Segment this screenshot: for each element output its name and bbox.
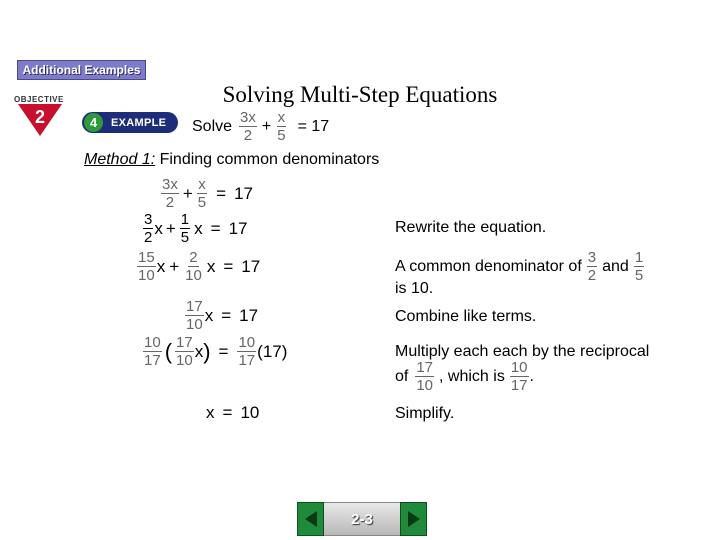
explanation-text: . [529, 367, 534, 385]
arrow-left-icon [304, 510, 318, 528]
explanation-text: A common denominator of [395, 257, 582, 275]
close-paren: ) [203, 338, 211, 364]
equation-step-5 [142, 335, 287, 368]
explanation-common-denominator [395, 250, 645, 283]
objective-label: OBJECTIVE [14, 95, 64, 104]
explanation-multiply: Multiply each each by the reciprocal [395, 343, 650, 360]
equation-step-4 [184, 299, 258, 332]
arrow-right-icon [407, 510, 421, 528]
explanation-text: , which is [439, 367, 505, 385]
method-heading [84, 151, 379, 169]
rhs-value: 17 [234, 183, 253, 203]
rhs-value: 10 [240, 403, 260, 422]
fraction: $\frac{17}{10}$ [186, 298, 203, 333]
additional-examples-banner [17, 60, 146, 80]
solve-word: Solve [192, 117, 233, 135]
fraction: $\frac{1}{5}$ [634, 249, 644, 284]
page-title: Solving Multi-Step Equations [222, 82, 498, 107]
equation-step-6 [206, 403, 259, 423]
plus-sign: + [261, 117, 272, 135]
explanation-text: of [395, 367, 409, 385]
fraction: $\frac{3}{2}$ [587, 249, 597, 284]
variable: x [194, 218, 203, 238]
fraction: $\frac{x}{5}$ [277, 109, 286, 144]
example-badge [82, 112, 178, 133]
fraction: $\frac{3x}{2}$ [240, 109, 256, 144]
example-label: EXAMPLE [111, 116, 167, 129]
equals-rhs: = 17 [297, 117, 330, 135]
fraction: $\frac{15}{10}$ [138, 249, 155, 284]
explanation-text: and [602, 257, 629, 275]
explanation-multiply-cont [395, 360, 534, 393]
rhs-value: 17 [241, 256, 261, 276]
equals-sign: = [222, 403, 233, 422]
equals-sign: = [223, 256, 234, 276]
fraction: $\frac{10}{17}$ [238, 334, 256, 369]
banner-label: Additional Examples [22, 63, 141, 77]
fraction: $\frac{10}{17}$ [510, 359, 528, 394]
fraction: $\frac{17}{10}$ [416, 359, 434, 394]
slide-navigation [297, 502, 427, 536]
example-number: 4 [84, 113, 103, 132]
explanation-common-denominator-cont: is 10. [395, 280, 434, 297]
method-label: Method 1: [84, 151, 156, 168]
fraction: $\frac{x}{5}$ [197, 176, 207, 211]
equals-sign: = [216, 183, 227, 203]
fraction: $\frac{3}{2}$ [144, 211, 153, 246]
variable: x [154, 218, 163, 238]
fraction: $\frac{10}{17}$ [144, 334, 161, 369]
objective-number: 2 [34, 107, 46, 127]
open-paren: ( [164, 338, 173, 364]
problem-statement [192, 110, 329, 143]
variable: x [204, 305, 214, 325]
fraction: $\frac{2}{10}$ [185, 249, 202, 284]
fraction: $\frac{1}{5}$ [180, 211, 190, 246]
fraction: $\frac{3x}{2}$ [162, 176, 178, 211]
next-button[interactable] [400, 502, 427, 536]
method-text: Finding common denominators [155, 151, 380, 168]
equals-sign: = [218, 341, 229, 361]
equation-step-1 [160, 177, 253, 210]
lesson-label-box [324, 502, 400, 536]
objective-shield-icon [17, 103, 63, 137]
lesson-number: 2-3 [351, 510, 373, 528]
variable: x [206, 403, 215, 422]
rhs-value: 17 [228, 218, 248, 238]
equation-step-3 [136, 250, 260, 283]
variable: x [156, 256, 166, 276]
equals-sign: = [210, 218, 221, 238]
equation-step-2 [142, 212, 247, 245]
plus-sign: + [169, 256, 180, 276]
variable: x [206, 256, 216, 276]
previous-button[interactable] [297, 502, 324, 536]
plus-sign: + [182, 183, 193, 203]
objective-badge [17, 103, 63, 142]
equals-sign: = [221, 305, 232, 325]
explanation-simplify: Simplify. [395, 405, 455, 422]
plus-sign: + [165, 218, 176, 238]
rhs-value: (17) [257, 341, 288, 361]
explanation-combine: Combine like terms. [395, 308, 537, 325]
explanation-rewrite: Rewrite the equation. [395, 219, 547, 236]
fraction: $\frac{17}{10}$ [176, 334, 193, 369]
variable: x [194, 341, 204, 361]
rhs-value: 17 [239, 305, 259, 325]
